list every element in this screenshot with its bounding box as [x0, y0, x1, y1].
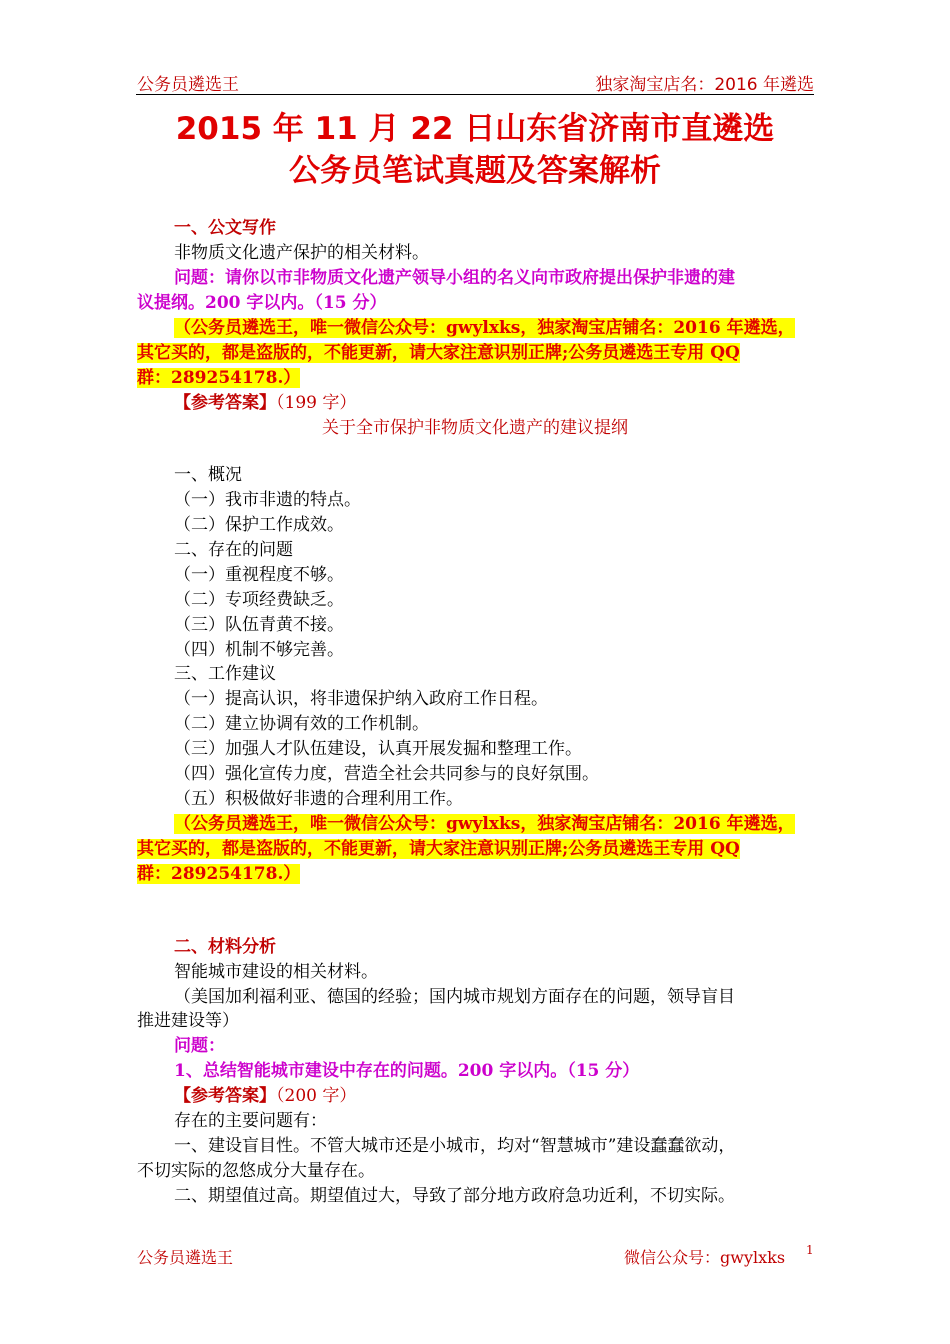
outline-item: （二）专项经费缺乏。	[174, 590, 344, 610]
answer-count: （200 字）	[276, 1086, 357, 1106]
outline-item: （二）建立协调有效的工作机制。	[174, 714, 429, 734]
notice-line3: 群：289254178.）	[137, 368, 301, 388]
answer-point-1-line1: 一、建设盲目性。不管大城市还是小城市，均对“智慧城市”建设蠢蠢欲动，	[174, 1136, 736, 1156]
outline-item: 三、工作建议	[174, 664, 276, 684]
notice-line1: （公务员遴选王，唯一微信公众号：gwylxks，独家淘宝店铺名：2016 年遴选，	[174, 318, 795, 338]
section2-answer-label	[174, 1081, 356, 1106]
title-line-2: 公务员笔试真题及答案解析	[289, 153, 661, 189]
section1-question-line2: 议提纲。200 字以内。（15 分）	[137, 293, 387, 313]
outline-item: （五）积极做好非遗的合理利用工作。	[174, 789, 463, 809]
section2-note-line1: （美国加利福利亚、德国的经验；国内城市规划方面存在的问题，领导盲目	[174, 987, 735, 1007]
footer-left: 公务员遴选王	[137, 1248, 234, 1267]
answer-point-2: 二、期望值过高。期望值过大，导致了部分地方政府急功近利，不切实际。	[174, 1186, 735, 1206]
section1-heading: 一、公文写作	[174, 218, 276, 238]
outline-item: （四）强化宣传力度，营造全社会共同参与的良好氛围。	[174, 764, 599, 784]
section2-heading: 二、材料分析	[174, 937, 276, 957]
outline-item: （四）机制不够完善。	[174, 640, 344, 660]
header-left: 公务员遴选王	[137, 75, 239, 95]
title-line-1: 2015 年 11 月 22 日山东省济南市直遴选	[175, 111, 775, 147]
section1-answer-label	[174, 388, 356, 413]
notice-line2: 其它买的，都是盗版的，不能更新，请大家注意识别正牌;公务员遴选王专用 QQ	[137, 343, 740, 363]
section1-material: 非物质文化遗产保护的相关材料。	[174, 243, 429, 263]
section1-question-line1: 问题：请你以市非物质文化遗产领导小组的名义向市政府提出保护非遗的建	[174, 268, 735, 288]
footer-right: 微信公众号：gwylxks	[624, 1248, 786, 1267]
answer-count: （199 字）	[276, 393, 357, 413]
answer-intro: 存在的主要问题有：	[174, 1111, 327, 1131]
page-number: 1	[806, 1243, 814, 1257]
answer-label: 【参考答案】	[174, 393, 276, 413]
outline-item: （二）保护工作成效。	[174, 515, 344, 535]
section2-question-label: 问题：	[174, 1036, 225, 1056]
section2-material: 智能城市建设的相关材料。	[174, 962, 378, 982]
outline-item: （一）提高认识，将非遗保护纳入政府工作日程。	[174, 689, 548, 709]
notice2-line2: 其它买的，都是盗版的，不能更新，请大家注意识别正牌;公务员遴选王专用 QQ	[137, 839, 740, 859]
answer-point-1-line2: 不切实际的忽悠成分大量存在。	[137, 1161, 375, 1181]
outline-item: 二、存在的问题	[174, 540, 293, 560]
section2-question-1: 1、总结智能城市建设中存在的问题。200 字以内。（15 分）	[174, 1061, 640, 1081]
outline-item: （三）队伍青黄不接。	[174, 615, 344, 635]
header-divider	[136, 94, 814, 95]
answer-label: 【参考答案】	[174, 1086, 276, 1106]
header-right: 独家淘宝店名：2016 年遴选	[595, 75, 814, 95]
outline-item: （三）加强人才队伍建设，认真开展发掘和整理工作。	[174, 739, 582, 759]
outline-item: 一、概况	[174, 465, 242, 485]
outline-item: （一）我市非遗的特点。	[174, 490, 361, 510]
answer-title: 关于全市保护非物质文化遗产的建议提纲	[322, 418, 628, 438]
section2-note-line2: 推进建设等）	[137, 1011, 239, 1031]
notice2-line1: （公务员遴选王，唯一微信公众号：gwylxks，独家淘宝店铺名：2016 年遴选，	[174, 814, 795, 834]
outline-item: （一）重视程度不够。	[174, 565, 344, 585]
notice2-line3: 群：289254178.）	[137, 864, 301, 884]
